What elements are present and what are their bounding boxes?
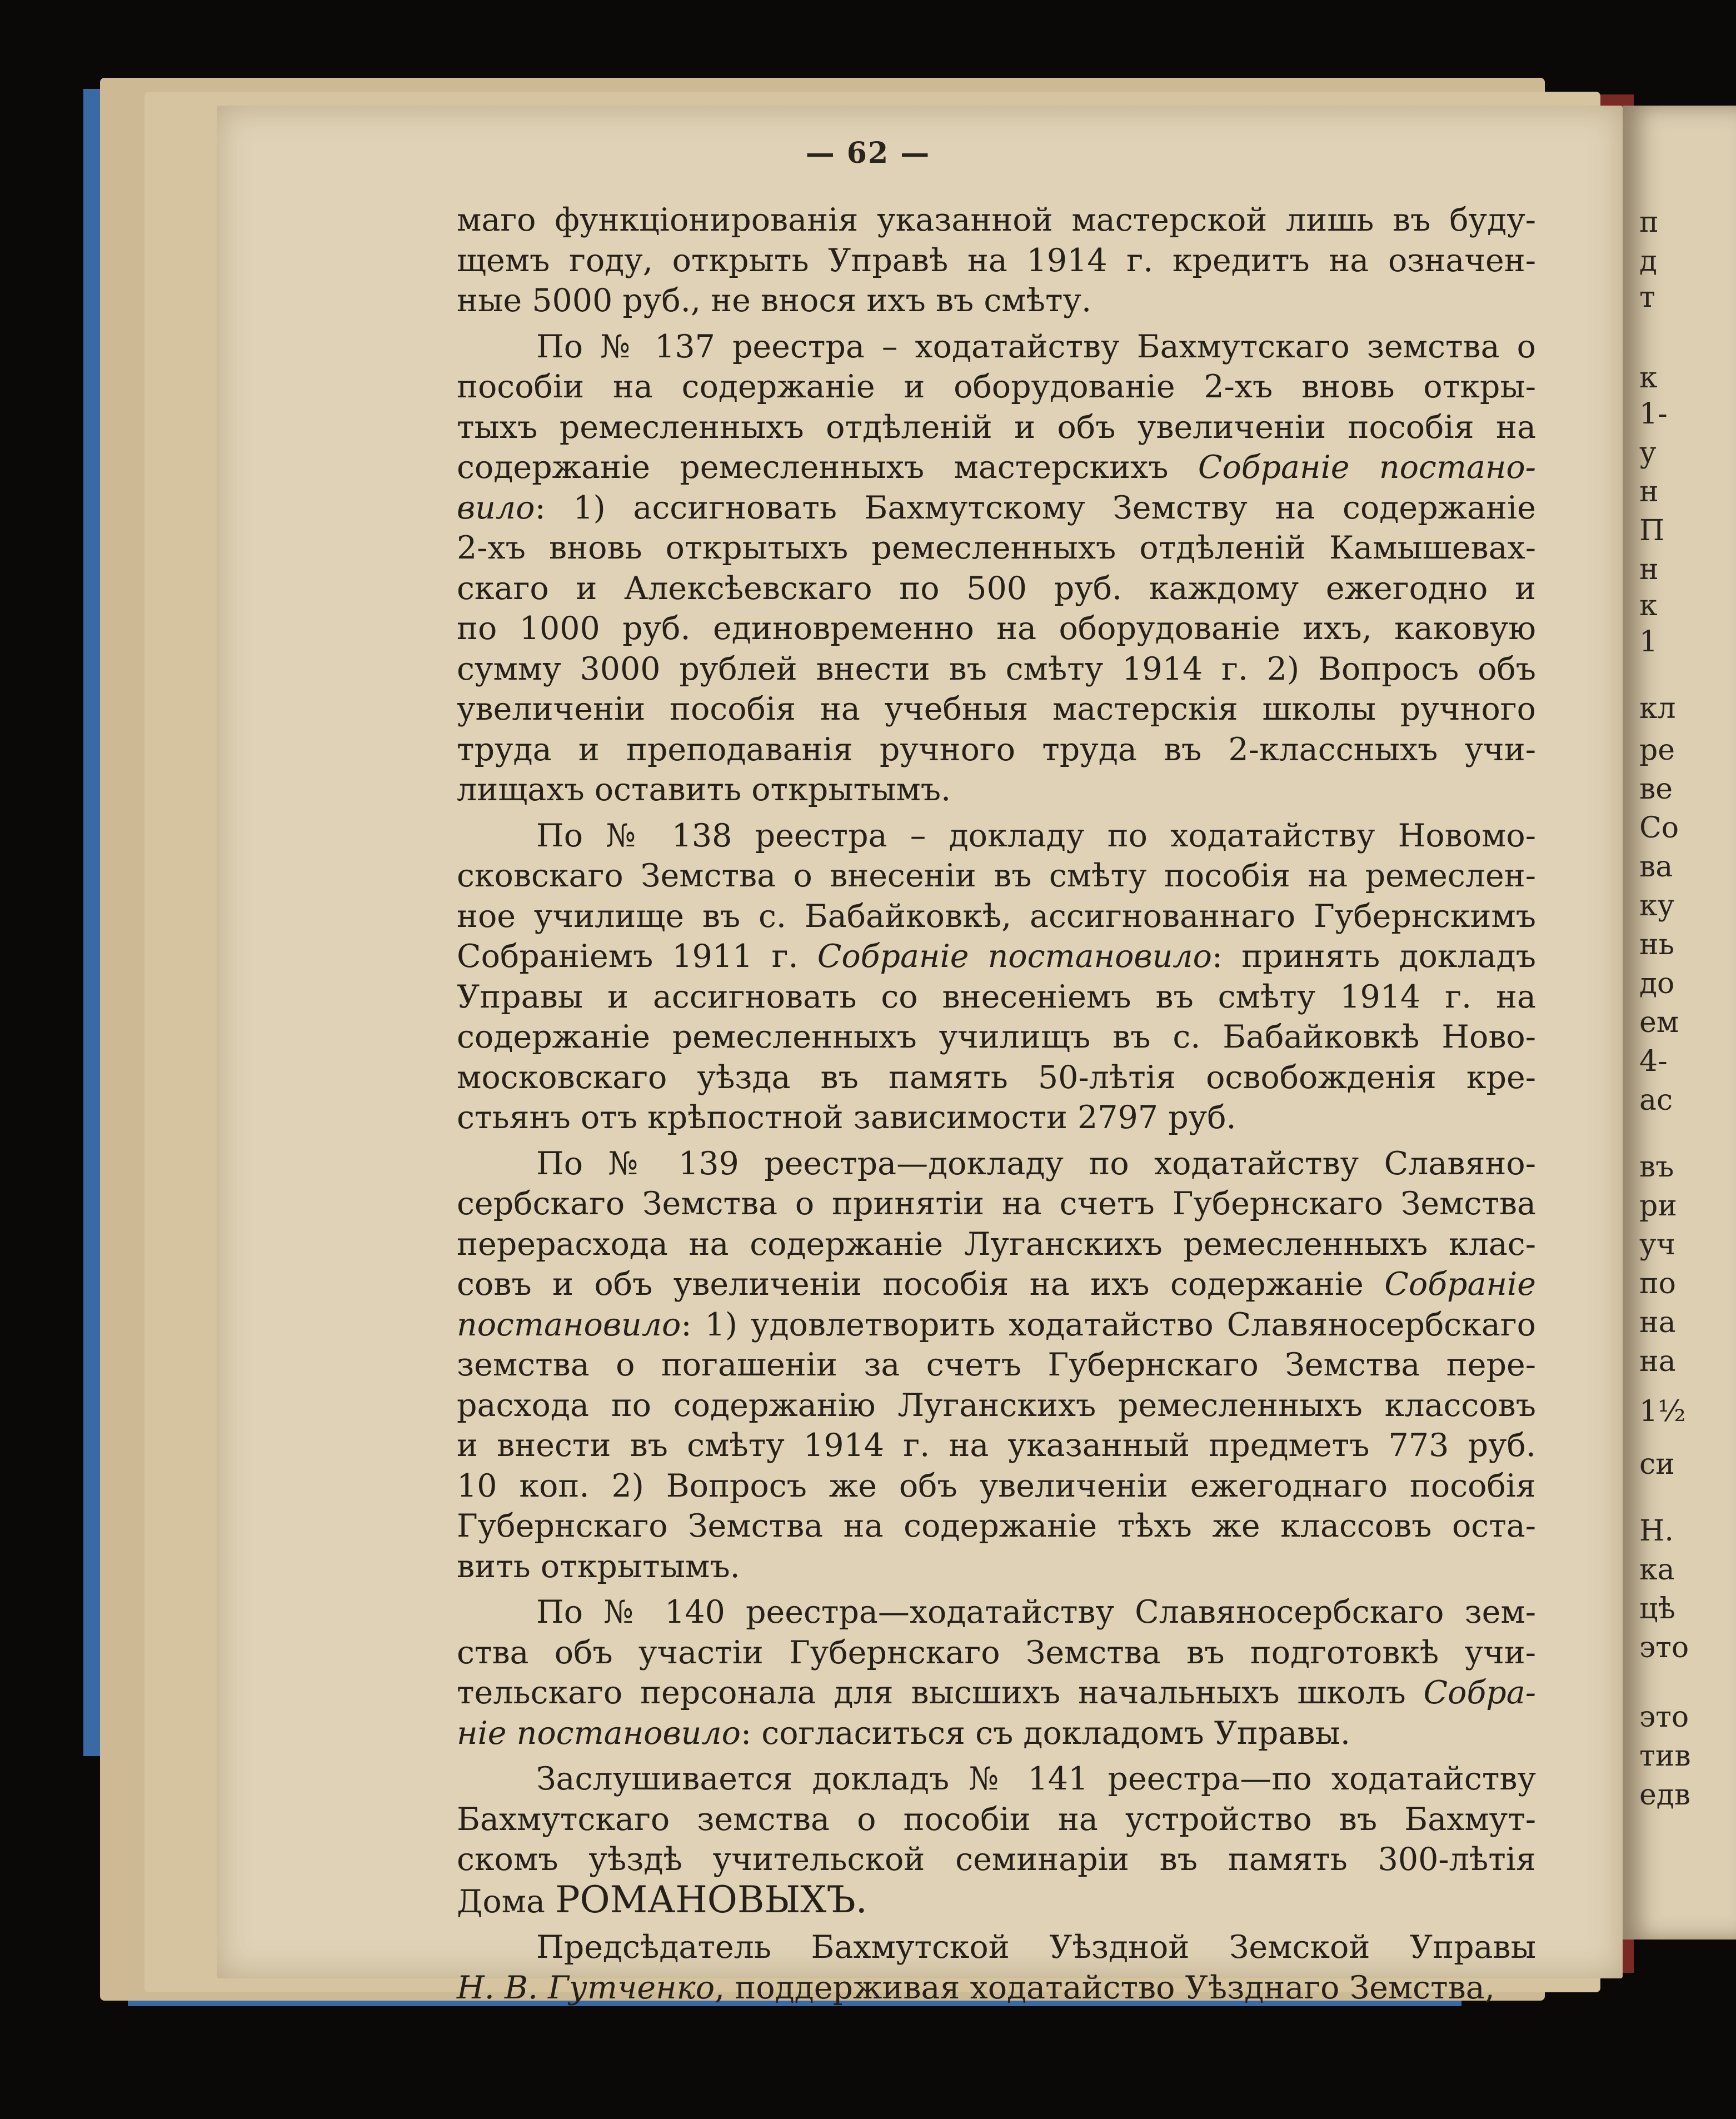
facing-page-fragment: ас — [1639, 1084, 1673, 1117]
paragraph-138 — [457, 816, 1536, 1138]
facing-page-fragment: ва — [1639, 850, 1673, 884]
paragraph-140 — [457, 1592, 1536, 1753]
facing-page-fragment: н — [1639, 475, 1659, 508]
facing-page-fragment: н — [1639, 553, 1659, 586]
text-line: По № 139 реестра—докладу по ходатайству Славяно- — [536, 1145, 1536, 1182]
facing-page-fragment: к — [1639, 361, 1658, 395]
text-fragment: : 1) ассигновать Бахмутскому Земству на содержаніе — [535, 489, 1536, 526]
text-line: содержаніе ремесленныхъ училищъ въ с. Бабайковкѣ Ново- — [457, 1019, 1536, 1055]
facing-page-fragment: уч — [1639, 1228, 1675, 1262]
text-line: скомъ уѣздѣ учительской семинаріи въ память 300-лѣтія — [457, 1841, 1536, 1878]
text-line: маго функціонированія указанной мастерской лишь въ буду- — [457, 202, 1536, 238]
text-fragment: Собраніемъ 1911 г. — [457, 938, 817, 975]
text-line: Управы и ассигновать со внесеніемъ въ смѣту 1914 г. на — [457, 978, 1536, 1015]
italic-fragment: вило — [457, 489, 535, 526]
text-fragment: содержаніе ремесленныхъ мастерскихъ — [457, 449, 1198, 486]
text-line: ное училище въ с. Бабайковкѣ, ассигнованнаго Губернскимъ — [457, 898, 1536, 935]
text-line: По № 137 реестра – ходатайству Бахмутскаго земства о — [536, 328, 1536, 365]
facing-page-fragment: это — [1639, 1631, 1689, 1664]
italic-fragment: Собра- — [1423, 1674, 1536, 1711]
facing-page-fragment: тив — [1639, 1739, 1691, 1773]
facing-page-fragment: цѣ — [1639, 1592, 1675, 1626]
text-line: щемъ году, открыть Управѣ на 1914 г. кредитъ на означен- — [457, 242, 1536, 279]
facing-page-fragment: нь — [1639, 928, 1674, 961]
facing-page-fragment: на — [1639, 1306, 1676, 1339]
text-fragment: тельскаго персонала для высшихъ начальныхъ школъ — [457, 1674, 1424, 1711]
text-line: пособіи на содержаніе и оборудованіе 2-хъ вновь откры- — [457, 368, 1536, 405]
italic-fragment: Н. В. Гутченко — [457, 1969, 715, 2006]
facing-page-fragment: п — [1639, 206, 1659, 239]
facing-page-fragment: ве — [1639, 772, 1673, 806]
text-line — [457, 1264, 1536, 1305]
italic-fragment: ніе постановило — [457, 1714, 741, 1752]
text-fragment: : согласиться съ докладомъ Управы. — [740, 1714, 1350, 1752]
text-line — [457, 1673, 1536, 1713]
text-line: перерасхода на содержаніе Луганскихъ ремесленныхъ клас- — [457, 1225, 1536, 1263]
text-line: сковскаго Земства о внесеніи въ смѣту пособія на ремеслен- — [457, 857, 1536, 894]
text-line: труда и преподаванія ручного труда въ 2-классныхъ учи- — [457, 731, 1536, 768]
facing-page-fragment: ку — [1639, 889, 1675, 923]
text-fragment: Дома — [457, 1883, 556, 1920]
text-line — [457, 1880, 1536, 1922]
text-line — [457, 1305, 1536, 1345]
italic-fragment: Собраніе — [1384, 1266, 1536, 1303]
facing-page-fragment: на — [1639, 1345, 1676, 1378]
facing-page-fragment: у — [1639, 436, 1657, 470]
page-body — [457, 200, 1536, 2013]
text-line: лищахъ оставить открытымъ. — [457, 771, 951, 808]
paragraph-139 — [457, 1144, 1536, 1587]
facing-page-fragment: т — [1639, 281, 1655, 314]
text-fragment: : принять докладъ — [1211, 938, 1536, 975]
text-line: тыхъ ремесленныхъ отдѣленій и объ увеличеніи пособія на — [457, 408, 1536, 446]
text-line — [457, 447, 1536, 488]
text-fragment: : 1) удовлетворить ходатайство Славяносербскаго — [681, 1306, 1536, 1343]
facing-page-fragment: 4- — [1639, 1045, 1668, 1078]
italic-fragment: постановило — [457, 1306, 681, 1343]
text-line: скаго и Алексѣевскаго по 500 руб. каждому ежегодно и — [457, 570, 1536, 607]
facing-page-fragment: 1½ — [1639, 1395, 1686, 1428]
text-line: земства о погашеніи за счетъ Губернскаго Земства пере- — [457, 1347, 1536, 1383]
facing-page-fragment: по — [1639, 1267, 1676, 1300]
text-line: московскаго уѣзда въ память 50-лѣтія освобожденія кре- — [457, 1059, 1536, 1096]
text-line: По № 140 реестра—ходатайству Славяносербскаго зем- — [536, 1594, 1536, 1631]
text-fragment: совъ и объ увеличеніи пособія на ихъ содержаніе — [457, 1266, 1385, 1303]
paragraph-141 — [457, 1759, 1536, 1922]
text-line: 10 коп. 2) Вопросъ же объ увеличеніи ежегоднаго пособія — [457, 1467, 1536, 1504]
facing-page-fragment: д — [1639, 245, 1658, 278]
paragraph-137 — [457, 327, 1536, 810]
facing-page-fragment: Н. — [1639, 1514, 1674, 1548]
facing-page-fragment: ка — [1639, 1553, 1675, 1587]
text-line: Предсѣдатель Бахмутской Уѣздной Земской Управы — [536, 1929, 1536, 1966]
text-line: по 1000 руб. единовременно на оборудованіе ихъ, каковую — [457, 610, 1536, 647]
paragraph-chairman — [457, 1927, 1536, 2008]
italic-fragment: Собраніе постано- — [1198, 449, 1536, 486]
facing-page-fragment: Со — [1639, 811, 1679, 845]
facing-page-fragment: П — [1639, 514, 1665, 547]
facing-page-fragment: к — [1639, 589, 1658, 622]
text-line — [457, 936, 1536, 977]
text-line: вить открытымъ. — [457, 1548, 740, 1585]
facing-page-fragment: до — [1639, 967, 1675, 1000]
paragraph-1 — [457, 200, 1536, 321]
text-line: По № 138 реестра – докладу по ходатайству Новомо- — [536, 817, 1536, 854]
text-line: Заслушивается докладъ № 141 реестра—по ходатайству — [536, 1761, 1536, 1797]
facing-page-fragment: едв — [1639, 1778, 1691, 1812]
facing-page-fragment: ри — [1639, 1189, 1677, 1223]
facing-page-fragment: 1- — [1639, 397, 1668, 431]
text-line: Губернскаго Земства на содержаніе тѣхъ же классовъ оста- — [457, 1508, 1536, 1544]
text-line — [457, 1968, 1536, 2008]
text-line: стьянъ отъ крѣпостной зависимости 2797 руб. — [457, 1099, 1236, 1136]
text-line: ства объ участіи Губернскаго Земства въ подготовкѣ учи- — [457, 1634, 1536, 1671]
text-line — [457, 488, 1536, 528]
text-fragment: , поддерживая ходатайство Уѣзднаго Земства, — [715, 1969, 1495, 2006]
text-line: увеличеніи пособія на учебныя мастерскія школы ручного — [457, 691, 1536, 727]
facing-page-fragment: въ — [1639, 1150, 1674, 1184]
facing-page-fragment: 1 — [1639, 625, 1658, 659]
facing-page-fragment: ре — [1639, 734, 1675, 767]
text-line: и внести въ смѣту 1914 г. на указанный предметъ 773 руб. — [457, 1427, 1536, 1464]
text-line: 2-хъ вновь открытыхъ ремесленныхъ отдѣленій Камышевах- — [457, 530, 1536, 566]
text-line: ные 5000 руб., не внося ихъ въ смѣту. — [457, 282, 1092, 319]
italic-fragment: Собраніе постановило — [817, 938, 1212, 975]
facing-page-fragment: это — [1639, 1701, 1689, 1734]
facing-page-fragment: ем — [1639, 1006, 1679, 1039]
text-line — [457, 1713, 1536, 1754]
facing-page-fragment: си — [1639, 1448, 1675, 1481]
text-line: сербскаго Земства о принятіи на счетъ Губернскаго Земства — [457, 1185, 1536, 1222]
text-line: Бахмутскаго земства о пособіи на устройство въ Бахмут- — [457, 1801, 1536, 1838]
text-line: сумму 3000 рублей внести въ смѣту 1914 г. 2) Вопросъ объ — [457, 650, 1536, 687]
text-line: расхода по содержанію Луганскихъ ремесленныхъ классовъ — [457, 1387, 1536, 1424]
facing-page-fragment: кл — [1639, 692, 1676, 725]
dynasty-name: РОМАНОВЫХЪ. — [555, 1878, 867, 1921]
page-number: — 62 — — [805, 136, 931, 170]
